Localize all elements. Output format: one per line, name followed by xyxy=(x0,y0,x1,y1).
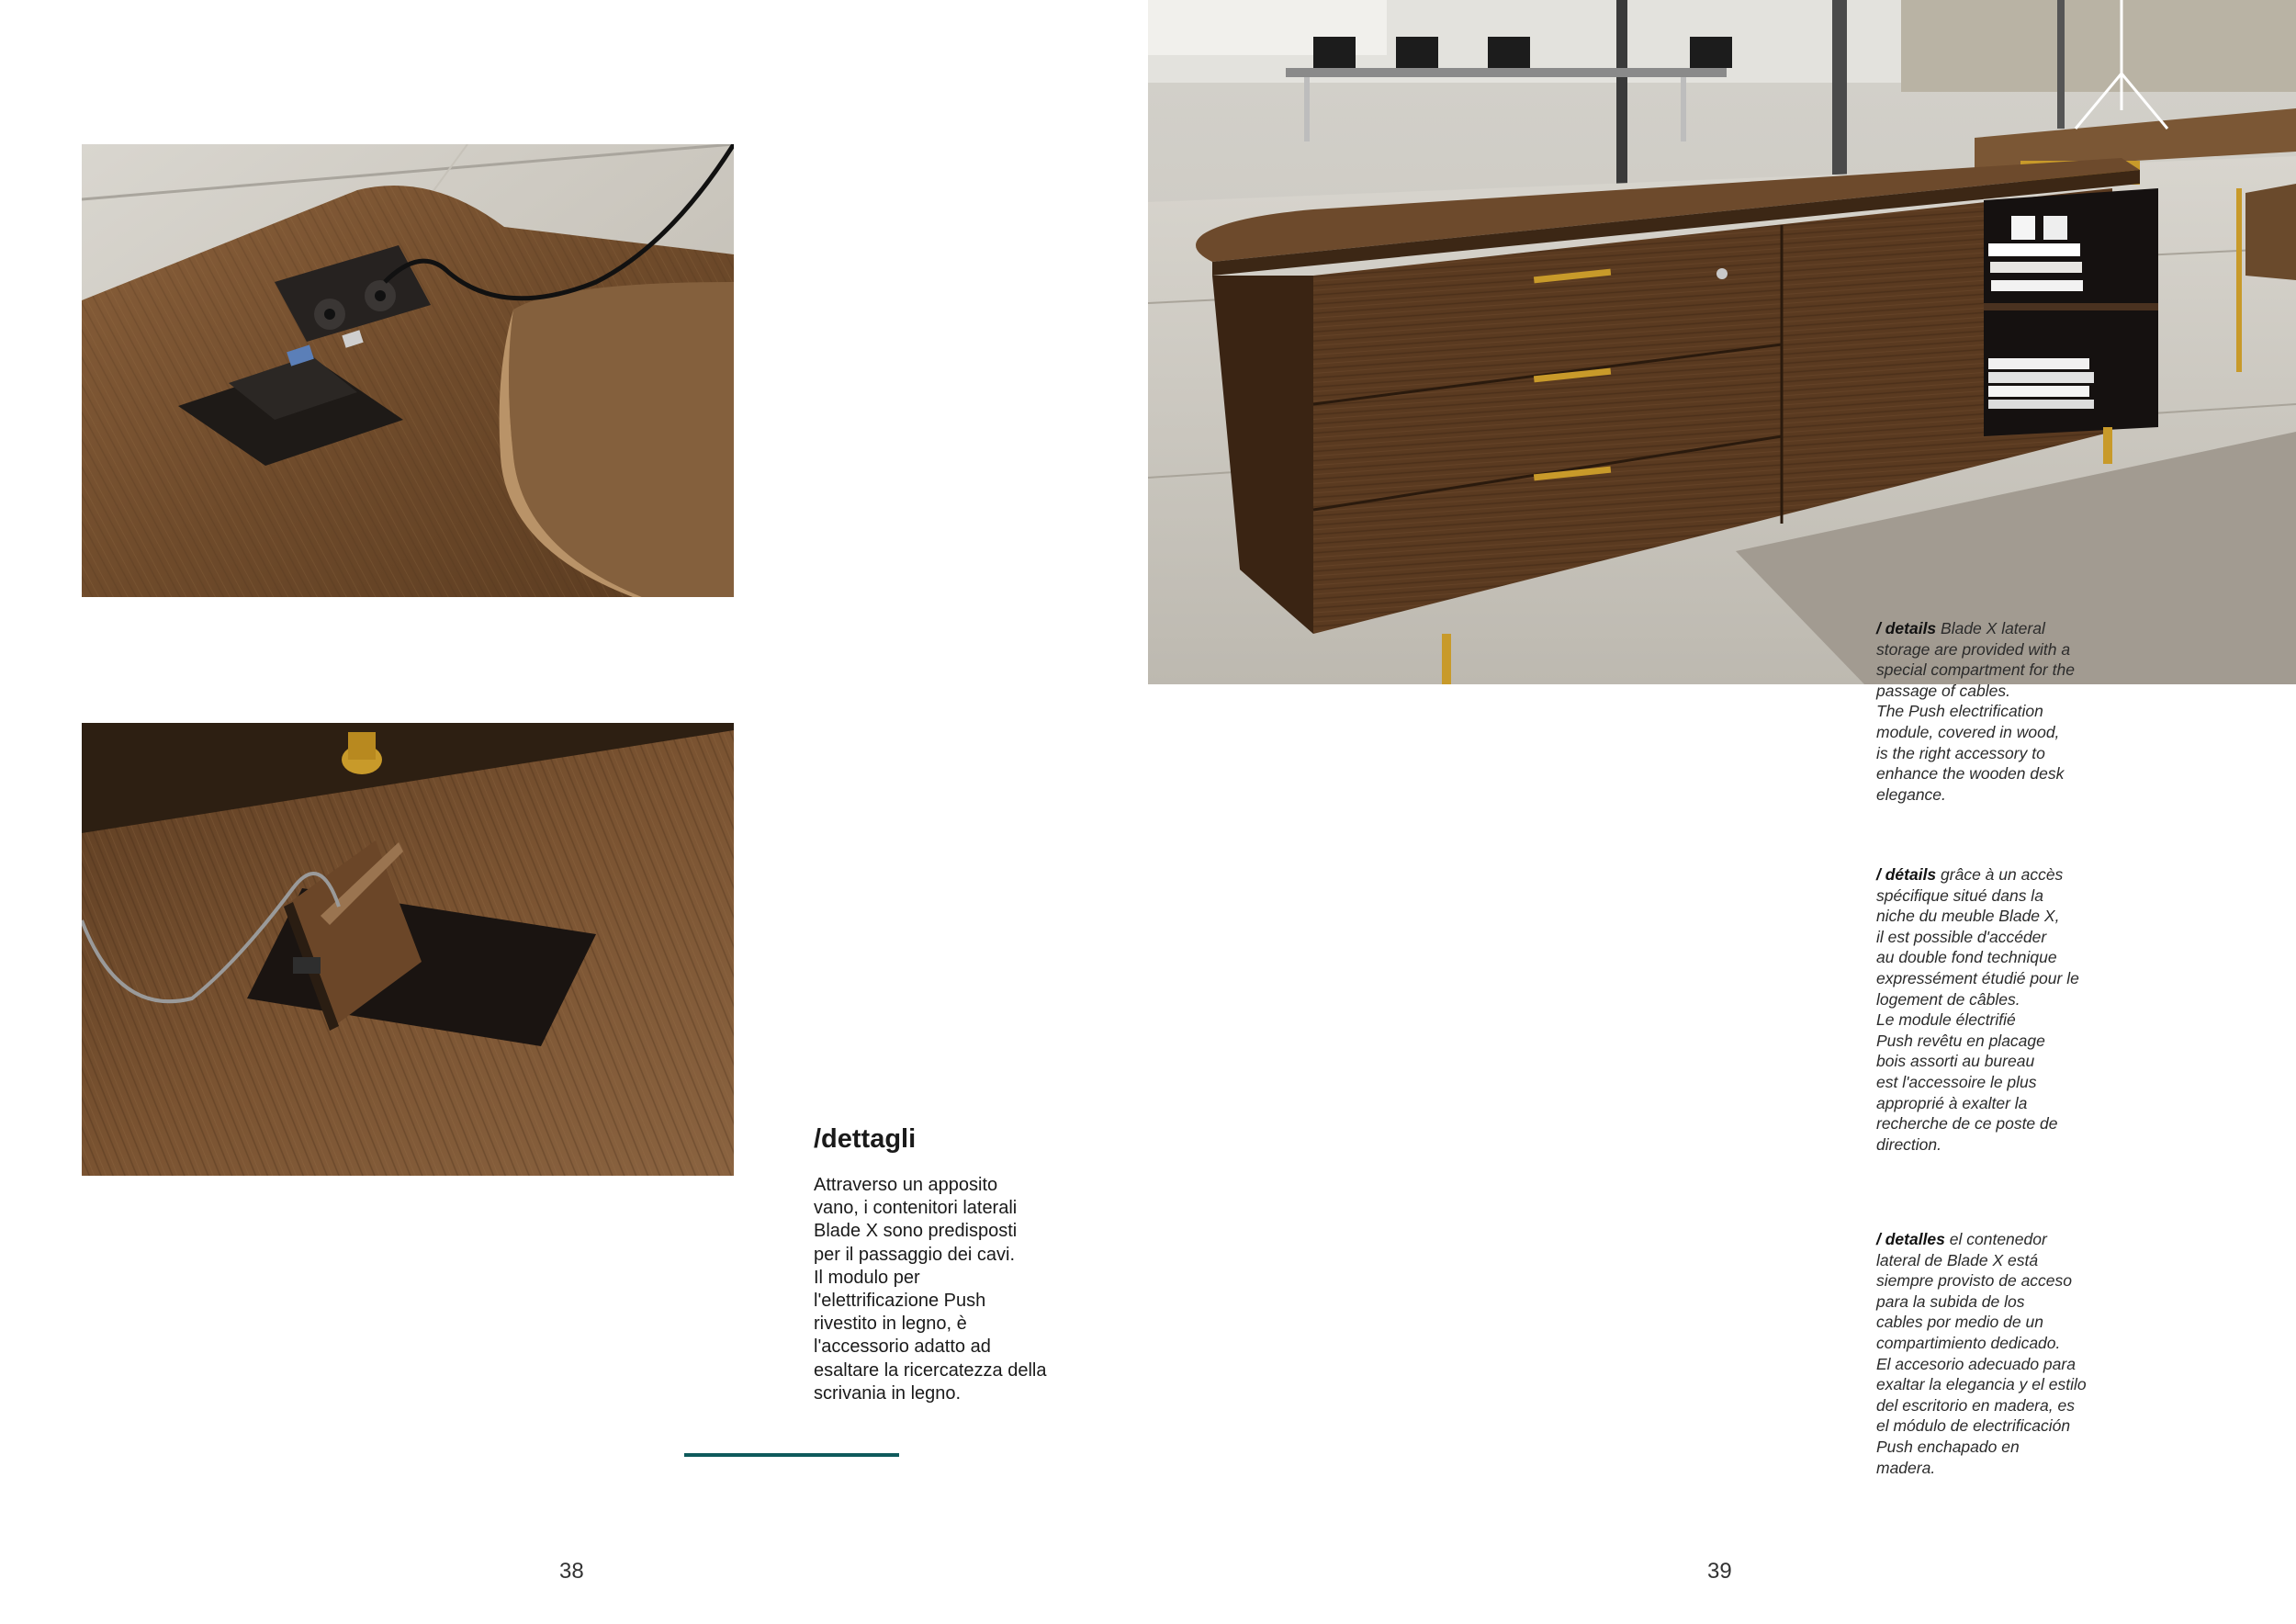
page-number-right: 39 xyxy=(1707,1559,1732,1584)
photo-blade-x-storage xyxy=(1148,0,2296,684)
caption-english-label: / details xyxy=(1876,619,1937,637)
section-body-italian: Attraverso un apposito vano, i contenitori laterali Blade X sono predisposti per il passaggio dei cavi. Il modulo per l'elettrificazione Push rivestito in legno, è l'accessorio adatto ad esaltare la ricercatezza della scrivania in legno. xyxy=(814,1175,1047,1404)
accent-rule xyxy=(684,1453,899,1457)
caption-french-label: / détails xyxy=(1876,865,1937,884)
caption-french-text: grâce à un accès spécifique situé dans la niche du meuble Blade X, il est possible d'accéder au double fond technique expressément étudié pour le logement de câbles. Le module électrifié Push revêtu en placage bois assorti au bureau est l'accessoire le plus approprié à exalter la recherche de ce poste de direction. xyxy=(1876,865,2079,1154)
section-heading: /dettagli xyxy=(814,1124,917,1154)
photo-push-module xyxy=(82,723,734,1176)
caption-french xyxy=(1876,864,2097,1155)
caption-english xyxy=(1876,618,2097,805)
caption-spanish-label: / detalles xyxy=(1876,1230,1945,1248)
caption-spanish-text: el contenedor lateral de Blade X está siempre provisto de acceso para la subida de los cables por medio de un compartimiento dedicado. El accesorio adecuado para exaltar la elegancia y el estilo del escritorio en madera, es el módulo de electrificación Push enchapado en madera. xyxy=(1876,1230,2087,1477)
photo-desk-socket-module xyxy=(82,144,734,597)
page-number-left: 38 xyxy=(559,1559,584,1584)
caption-english-text: Blade X lateral storage are provided with a special compartment for the passage of cables. The Push electrification module, covered in wood, is the right accessory to enhance the wooden desk elegance. xyxy=(1876,619,2075,804)
caption-spanish xyxy=(1876,1229,2097,1478)
